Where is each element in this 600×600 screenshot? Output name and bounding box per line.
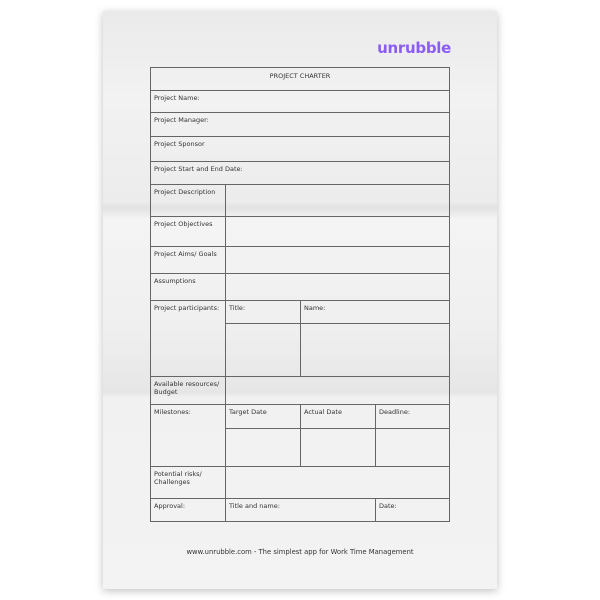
risks-field[interactable]: [226, 467, 449, 498]
description-field[interactable]: [226, 185, 449, 216]
title-and-name-field[interactable]: Title and name:: [226, 499, 376, 521]
actual-date-header: Actual Date: [301, 405, 376, 428]
project-charter-table: [150, 67, 450, 522]
objectives-label: Project Objectives: [151, 217, 226, 246]
target-date-header: Target Date: [226, 405, 301, 428]
project-manager-label: Project Manager:: [154, 116, 209, 124]
description-row: [151, 184, 449, 216]
risks-label: Potential risks/ Challenges: [151, 467, 226, 498]
aims-goals-field[interactable]: [226, 247, 449, 273]
participants-title-header: Title:: [226, 301, 301, 323]
approval-row: [151, 498, 449, 521]
project-name-label: Project Name:: [154, 94, 200, 102]
milestones-row: [151, 404, 449, 466]
charter-title-row: [151, 68, 449, 90]
start-end-date-row: [151, 161, 449, 184]
milestones-label: Milestones:: [151, 405, 226, 466]
milestones-header: [226, 405, 449, 428]
participants-header: [226, 301, 449, 323]
aims-goals-label: Project Aims/ Goals: [151, 247, 226, 273]
participants-grid: [226, 301, 449, 376]
objectives-field[interactable]: [226, 217, 449, 246]
footer-text: www.unrubble.com - The simplest app for Work Time Management: [186, 548, 414, 556]
assumptions-label: Assumptions: [151, 274, 226, 300]
assumptions-row: [151, 273, 449, 300]
deadline-header: Deadline:: [379, 408, 411, 416]
objectives-row: [151, 216, 449, 246]
participants-label: Project participants:: [151, 301, 226, 376]
project-manager-row: [151, 112, 449, 136]
participant-name-field[interactable]: [301, 324, 449, 376]
participant-title-field[interactable]: [226, 324, 301, 376]
deadline-field[interactable]: [376, 429, 449, 466]
unrubble-logo: unrubble: [377, 39, 451, 57]
participants-row: [151, 300, 449, 376]
approval-label: Approval:: [151, 499, 226, 521]
project-sponsor-label: Project Sponsor: [154, 140, 205, 148]
project-sponsor-row: [151, 136, 449, 161]
actual-date-field[interactable]: [301, 429, 376, 466]
charter-title: PROJECT CHARTER: [269, 72, 331, 80]
participants-entry-row: [226, 323, 449, 376]
start-end-date-label: Project Start and End Date:: [154, 165, 243, 173]
resources-row: [151, 376, 449, 404]
charter-sheet: [103, 11, 497, 589]
milestones-grid: [226, 405, 449, 466]
description-label: Project Description: [151, 185, 226, 216]
participants-name-header: Name:: [304, 304, 326, 312]
approval-date-field[interactable]: Date:: [379, 502, 397, 510]
resources-field[interactable]: [226, 377, 449, 404]
target-date-field[interactable]: [226, 429, 301, 466]
project-name-row: [151, 90, 449, 112]
resources-label: Available resources/ Budget: [151, 377, 226, 404]
risks-row: [151, 466, 449, 498]
milestones-entry-row: [226, 428, 449, 466]
assumptions-field[interactable]: [226, 274, 449, 300]
aims-goals-row: [151, 246, 449, 273]
